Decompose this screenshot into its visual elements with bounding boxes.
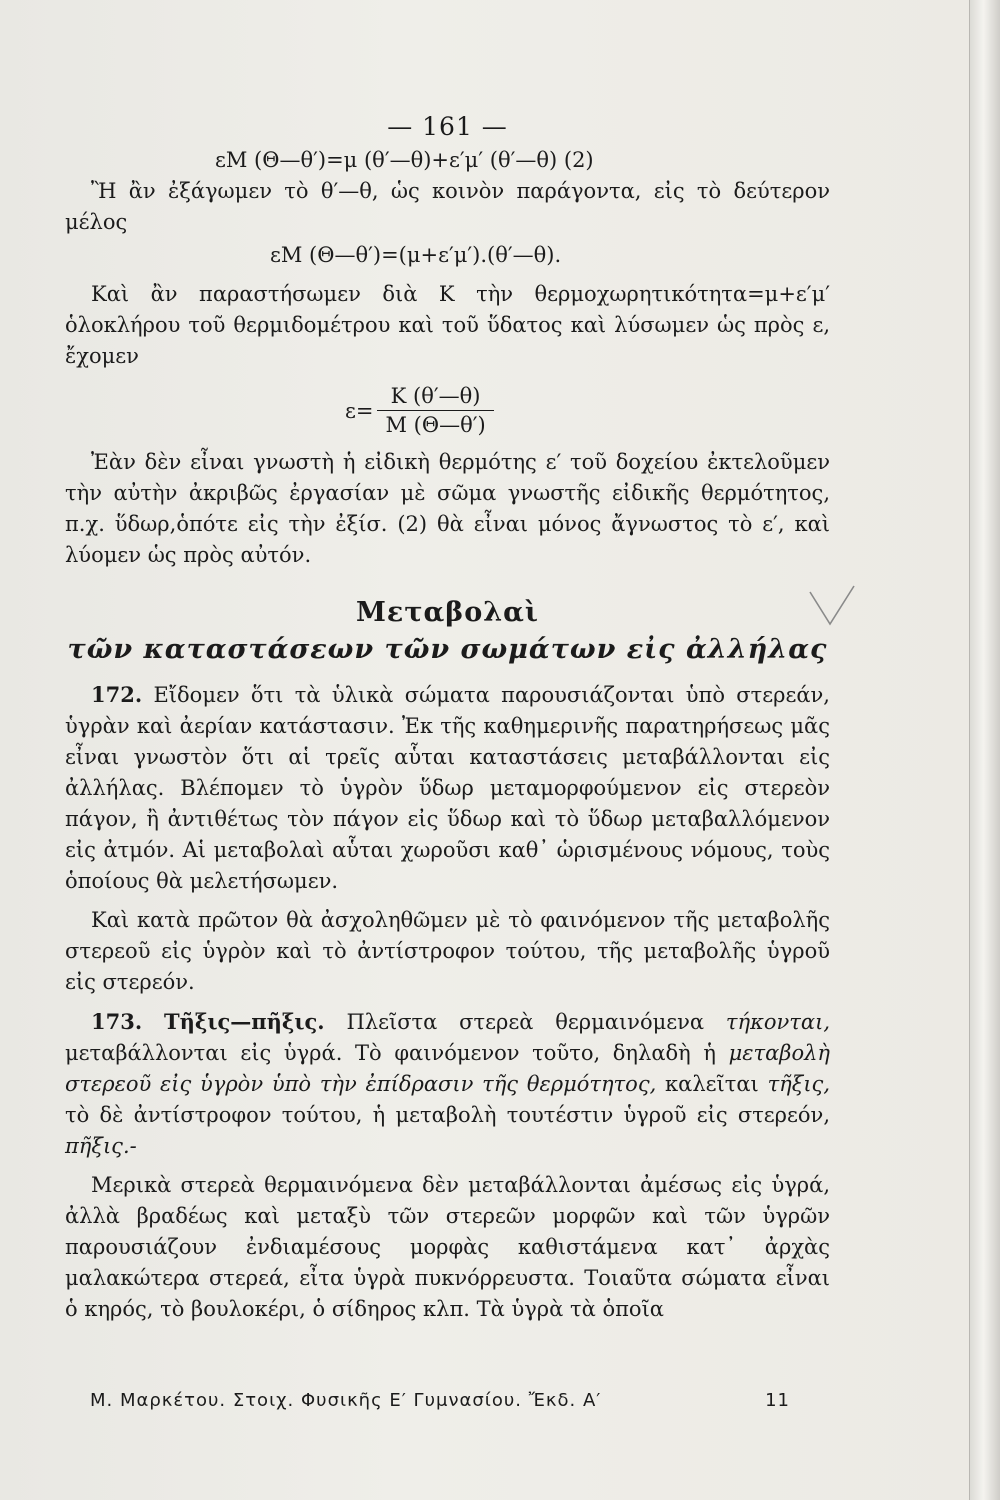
equation-factored: εΜ (Θ—θ′)=(μ+ε′μ′).(θ′—θ). — [270, 243, 562, 267]
paragraph-heat-capacity: Καὶ ἂν παραστήσωμεν διὰ Κ τὴν θερμοχωρητικότητα=μ+ε′μ′ ὁλοκλήρου τοῦ θερμιδομέτρου καὶ τοῦ ὕδατος καὶ λύσωμεν ὡς πρὸς ε, ἔχομεν — [65, 282, 830, 368]
specific-heat-formula — [345, 384, 830, 437]
section-173-text-1: Πλεῖστα στερεὰ θερμαινόμενα — [346, 1010, 705, 1034]
paragraph-gradual-melting: Μερικὰ στερεὰ θερμαινόμενα δὲν μεταβάλλονται ἀμέσως εἰς ὑγρά, ἀλλὰ βραδέως καὶ μεταξὺ τῶν στερεῶν μορφῶν καὶ τῶν ὑγρῶν παρουσιάζουν ἐνδιαμέσους μορφὰς καθιστάμενα κατ᾽ ἀρχὰς μαλακώτερα στερεά, εἶτα ὑγρὰ πυκνόρρευστα. Τοιαῦτα σώματα εἶναι ὁ κηρός, τὸ βουλοκέρι, ὁ σίδηρος κλπ. Τὰ ὑγρὰ τὰ ὁποῖα — [65, 1173, 830, 1321]
pencil-check-mark — [808, 584, 856, 628]
section-173-title: Τῆξις—πῆξις. — [164, 1009, 325, 1034]
section-173-text-2: μεταβάλλονται εἰς ὑγρά. Τὸ φαινόμενον τοῦτο, δηλαδὴ ἡ — [65, 1041, 716, 1065]
formula-numerator: Κ (θ′—θ) — [390, 384, 481, 408]
paragraph-solid-liquid: Καὶ κατὰ πρῶτον θὰ ἀσχοληθῶμεν μὲ τὸ φαινόμενον τῆς μεταβολῆς στερεοῦ εἰς ὑγρὸν καὶ τὸ ἀντίστροφον τούτου, τῆς μεταβολῆς ὑγροῦ εἰς στερεόν. — [65, 908, 830, 994]
section-173-italic-1: τήκονται, — [725, 1010, 830, 1034]
page-footer — [90, 1390, 790, 1411]
equation-2: εΜ (Θ—θ′)=μ (θ′—θ)+ε′μ′ (θ′—θ) (2) — [215, 148, 594, 172]
section-173-number: 173. — [91, 1009, 143, 1034]
formula-lhs: ε= — [345, 398, 374, 423]
section-173-italic-3: τῆξις, — [767, 1072, 830, 1096]
section-173-text-4: τὸ δὲ ἀντίστροφον τούτου, ἡ μεταβολὴ τουτέστιν ὑγροῦ εἰς στερεόν, — [65, 1103, 830, 1127]
chapter-heading-line1: Μεταβολαὶ — [356, 597, 539, 628]
page-body — [65, 112, 830, 1325]
paragraph-unknown-heat: Ἐὰν δὲν εἶναι γνωστὴ ἡ εἰδικὴ θερμότης ε′ τοῦ δοχείου ἐκτελοῦμεν τὴν αὐτὴν ἀκριβῶς ἐργασίαν μὲ σῶμα γνωστῆς εἰδικῆς θερμότητος, π.χ. ὕδωρ,ὁπότε εἰς τὴν ἐξίσ. (2) θὰ εἶναι μόνος ἄγνωστος τὸ ε′, καὶ λύομεν ὡς πρὸς αὐτόν. — [65, 450, 830, 567]
paragraph-factor: Ἢ ἂν ἐξάγωμεν τὸ θ′—θ, ὡς κοινὸν παράγοντα, εἰς τὸ δεύτερον μέλος — [65, 179, 830, 234]
section-172-text: Εἴδομεν ὅτι τὰ ὑλικὰ σώματα παρουσιάζονται ὑπὸ στερεάν, ὑγρὰν καὶ ἀερίαν κατάστασιν. Ἐκ τῆς καθημερινῆς παρατηρήσεως μᾶς εἶναι γνωστὸν ὅτι αἱ τρεῖς αὗται καταστάσεις μεταβάλλονται εἰς ἀλλήλας. Βλέπομεν τὸ ὑγρὸν ὕδωρ μεταμορφούμενον εἰς στερεὸν πάγον, ἢ ἀντιθέτως τὸν πάγον εἰς ὕδωρ καὶ τὸ ὕδωρ μεταβαλλόμενον εἰς ἀτμόν. Αἱ μεταβολαὶ αὗται χωροῦσι καθ᾽ ὡρισμένους νόμους, τοὺς ὁποίους θὰ μελετήσωμεν. — [65, 683, 830, 893]
section-172-number: 172. — [91, 682, 143, 707]
page-edge — [969, 0, 1000, 1500]
formula-fraction — [377, 384, 493, 437]
section-173 — [65, 1006, 830, 1162]
section-173-italic-2: μεταβολὴ στερεοῦ εἰς ὑγρὸν ὑπὸ τὴν ἐπίδρασιν τῆς θερμότητος, — [65, 1041, 830, 1096]
section-173-italic-4: πῆξις.- — [65, 1134, 137, 1158]
section-173-text-3: καλεῖται — [665, 1072, 759, 1096]
footer-citation: Μ. Μαρκέτου. Στοιχ. Φυσικῆς Ε′ Γυμνασίου. Ἔκδ. Α′ — [90, 1390, 602, 1411]
page-number: — 161 — — [387, 112, 508, 141]
formula-denominator: Μ (Θ—θ′) — [377, 410, 493, 437]
section-172 — [65, 679, 830, 897]
chapter-heading-line2: τῶν καταστάσεων τῶν σωμάτων εἰς ἀλλήλας — [67, 634, 828, 665]
footer-sheet-number: 11 — [765, 1390, 790, 1411]
